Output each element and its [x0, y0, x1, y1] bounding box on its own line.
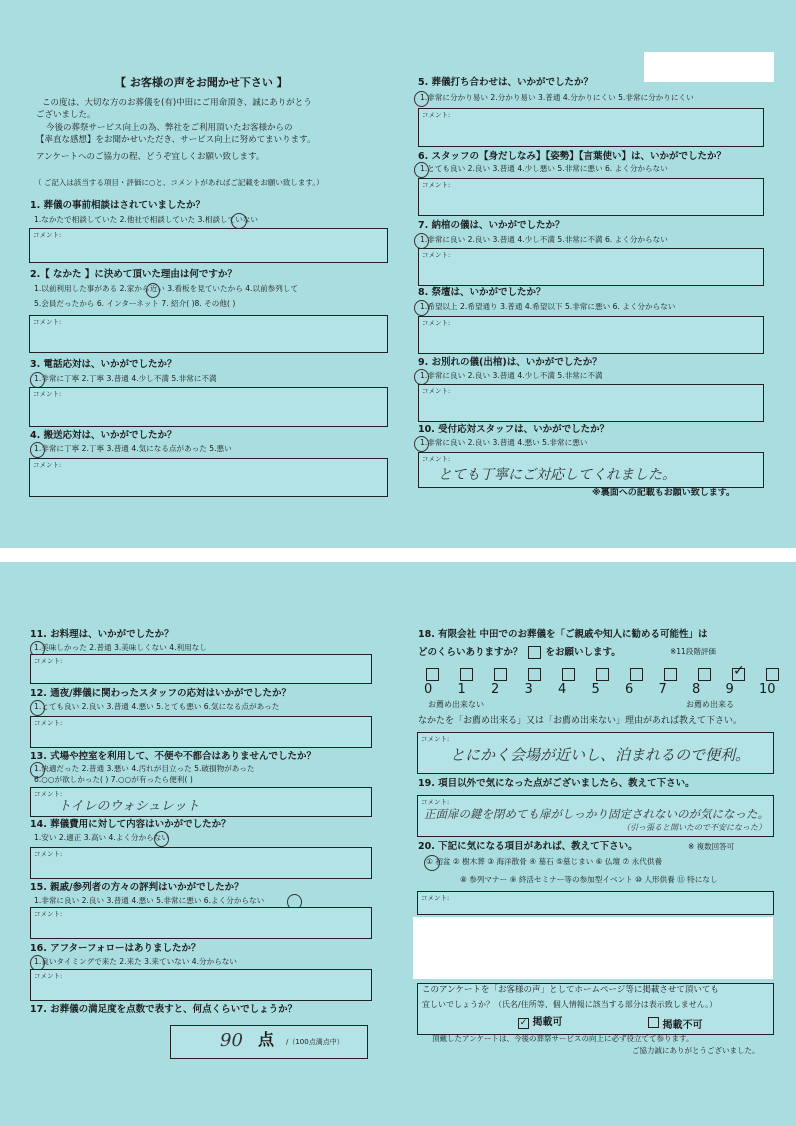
intro-line-5: アンケートへのご協力の程、どうぞ宜しくお願い致します。 [36, 152, 265, 162]
q20-comment-box[interactable]: コメント: [417, 891, 774, 915]
q13-comment-box[interactable]: コメント: [30, 787, 372, 817]
survey-title: 【 お客様の声をお聞かせ下さい 】 [115, 76, 288, 89]
intro-line-4: 【率直な感想】をお聞かせいただき、サービス向上に努めてまいります。 [36, 135, 316, 145]
q7-comment-box[interactable]: コメント: [418, 248, 764, 286]
answer-circle [30, 700, 45, 716]
answer-circle [414, 233, 429, 249]
q4-options: 1.非常に丁寧 2.丁寧 3.普通 4.気になる点があった 5.悪い [34, 444, 232, 453]
q13-title: 13. 式場や控室を利用して、不便や不都合はありませんでしたか？ [30, 751, 316, 762]
q14-title: 14. 葬儀費用に対して内容はいかがでしたか？ [30, 819, 231, 830]
q8-comment-box[interactable]: コメント: [418, 316, 764, 354]
q13-options-1: 1.快適だった 2.普通 3.悪い 4.汚れが目立った 5.破損物があった [34, 764, 255, 773]
q2-title: 2.【 なかた 】に決めて頂いた理由は何ですか？ [30, 269, 237, 280]
q2-comment-box[interactable]: コメント: [29, 315, 388, 353]
q2-options-1: 1.以前利用した事がある 2.家から近い 3.看板を見ていたから 4.以前参列して [34, 284, 299, 293]
q20-options-1: ① 初盆 ② 樹木葬 ③ 海洋散骨 ④ 墓石 ⑤墓じまい ⑥ 仏壇 ⑦ 永代供養 [426, 857, 663, 866]
q1-title: 1. 葬儀の事前相談はされていましたか？ [30, 200, 206, 211]
q13-handwritten-comment: トイレのウォシュレット [58, 799, 200, 814]
scale-checkbox-6[interactable] [630, 668, 643, 681]
answer-circle [424, 855, 440, 871]
q20-title: 20. 下記に気になる項目があれば、教えて下さい。 [418, 841, 638, 852]
q18-low-label: お薦め出来ない [428, 700, 484, 709]
q18-title-2: どのくらいありますか？ をお願いします。 [418, 647, 621, 658]
q1-comment-box[interactable]: コメント: [29, 228, 388, 263]
q12-options: 1.とても良い 2.良い 3.普通 4.悪い 5.とても悪い 6.気になる点があった [34, 702, 280, 711]
footer-line-1: 頂戴したアンケートは、今後の葬祭サービスの向上に必ず役立てて参ります。 [432, 1034, 694, 1043]
scale-checkbox-1[interactable] [460, 668, 473, 681]
scale-checkbox-4[interactable] [562, 668, 575, 681]
publish-ng-option[interactable]: 掲載不可 [648, 1017, 702, 1032]
q9-title: 9. お別れの儀(出棺)は、いかがでしたか？ [418, 357, 602, 368]
footer-line-2: ご協力誠にありがとうございました。 [632, 1046, 760, 1055]
q10-handwritten-comment: とても丁寧にご対応してくれました。 [438, 467, 676, 483]
q19-handwritten-comment-1: 正面扉の鍵を閉めても扉がしっかり固定されないのが気になった。 [424, 807, 769, 821]
scale-checkbox-5[interactable] [596, 668, 609, 681]
scale-checkbox-0[interactable] [426, 668, 439, 681]
q13-options-2: 6.○○が欲しかった( ) 7.○○が有ったら便利( ) [34, 775, 193, 784]
q10-title: 10. 受付応対スタッフは、いかがでしたか？ [418, 424, 610, 435]
q10-options: 1.非常に良い 2.良い 3.普通 4.悪い 5.非常に悪い [420, 438, 588, 447]
answer-circle [414, 91, 429, 107]
q17-score-unit: 点 [258, 1030, 275, 1049]
q16-options: 1.良いタイミングで来た 2.来た 3.来ていない 4.分からない [34, 957, 237, 966]
q1-options: 1.なかたで相談していた 2.他社で相談していた 3.相談していない [34, 215, 258, 224]
q7-title: 7. 納棺の儀は、いかがでしたか？ [418, 220, 565, 231]
q9-options: 1.非常に良い 2.良い 3.普通 4.少し不満 5.非常に不満 [420, 371, 603, 380]
intro-line-3: 今後の葬祭サービス向上の為、弊社をご利用頂いたお客様からの [46, 123, 293, 133]
q17-score-note: /（100点満点中） [286, 1038, 344, 1046]
answer-circle [154, 831, 169, 847]
q18-title-1: 18. 有限会社 中田でのお葬儀を「ご親戚や知人に勧める可能性」は [418, 629, 708, 640]
q15-title: 15. 親戚/参列者の方々の評判はいかがでしたか？ [30, 882, 244, 893]
q2-options-2: 5.会員だったから 6. インターネット 7. 紹介( )8. その他( ) [34, 299, 236, 308]
redacted-area [413, 917, 773, 979]
q4-title: 4. 搬送応対は、いかがでしたか？ [30, 430, 177, 441]
intro-line-2: ございました。 [36, 110, 96, 120]
check-mark-icon [528, 646, 541, 659]
q10-comment-box[interactable]: コメント: [418, 452, 764, 488]
q12-comment-box[interactable]: コメント: [30, 716, 372, 748]
q14-options: 1.安い 2.適正 3.高い 4.よく分からない [34, 833, 169, 842]
answer-circle [414, 300, 429, 316]
q11-comment-box[interactable]: コメント: [30, 654, 372, 684]
q17-title: 17. お葬儀の満足度を点数で表すと、何点くらいでしょうか？ [30, 1004, 298, 1015]
answer-circle [231, 213, 247, 229]
q14-comment-box[interactable]: コメント: [30, 847, 372, 879]
q5-options: 1.非常に分かり易い 2.分かり易い 3.普通 4.分かりにくい 5.非常に分かりにくい [420, 93, 694, 102]
answer-circle [30, 762, 45, 778]
check-mark-icon: ✓ [733, 663, 745, 679]
answer-circle [414, 369, 429, 385]
q3-comment-box[interactable]: コメント: [29, 387, 388, 427]
q12-title: 12. 通夜/葬儀に関わったスタッフの応対はいかがでしたか？ [30, 688, 292, 699]
q15-comment-box[interactable]: コメント: [30, 907, 372, 939]
q11-title: 11. お料理は、いかがでしたか？ [30, 629, 174, 640]
scale-checkbox-2[interactable] [494, 668, 507, 681]
scale-checkbox-7[interactable] [664, 668, 677, 681]
q18-reason-prompt: なかたを「お薦め出来る」又は「お薦め出来ない」理由があれば教えて下さい。 [418, 716, 743, 726]
q16-comment-box[interactable]: コメント: [30, 969, 372, 1001]
scale-checkbox-8[interactable] [698, 668, 711, 681]
q18-scale-note: ※11段階評価 [670, 647, 716, 656]
q5-comment-box[interactable]: コメント: [418, 108, 764, 147]
q6-title: 6. スタッフの【身だしなみ】【姿勢】【言葉使い】は、いかがでしたか？ [418, 151, 727, 162]
q4-comment-box[interactable]: コメント: [29, 458, 388, 497]
back-page-note: ※裏面への記載もお願い致します。 [592, 488, 736, 498]
q17-score-value: 90 [220, 1030, 243, 1051]
checkbox-icon [648, 1017, 659, 1028]
q11-options: 1.美味しかった 2.普通 3.美味しくない 4.利用なし [34, 643, 207, 652]
scale-checkbox-9[interactable] [732, 663, 745, 681]
q18-scale-numbers: 0 1 2 3 4 5 6 7 8 9 10 [424, 682, 776, 697]
q6-comment-box[interactable]: コメント: [418, 178, 764, 216]
q18-high-label: お薦め出来る [686, 700, 734, 709]
q8-options: 1.希望以上 2.希望通り 3.普通 4.希望以下 5.非常に悪い 6. よく分からない [420, 302, 676, 311]
q6-options: 1.とても良い 2.良い 3.普通 4.少し悪い 5.非常に悪い 6. よく分からない [420, 164, 668, 173]
check-mark-icon: ✓ [519, 1018, 528, 1028]
publish-line-2: 宜しいでしょうか？（氏名/住所等、個人情報に該当する部分は表示致しません。） [422, 1000, 718, 1009]
q16-title: 16. アフターフォローはありましたか？ [30, 943, 201, 954]
intro-line-1: この度は、大切な方のお葬儀を(有)中田にご用命頂き、誠にありがとう [42, 98, 312, 108]
q9-comment-box[interactable]: コメント: [418, 384, 764, 422]
q15-options: 1.非常に良い 2.良い 3.普通 4.悪い 5.非常に悪い 6.よく分からない [34, 896, 265, 905]
q19-handwritten-comment-2: （引っ張ると開いたので不安になった） [622, 823, 766, 832]
q18-scale-checkboxes [426, 663, 779, 681]
q5-title: 5. 葬儀打ち合わせは、いかがでしたか？ [418, 77, 594, 88]
q20-options-2: ⑧ 参列マナー ⑨ 終活セミナー等の参加型イベント ⑩ 人形供養 ⑪ 特になし [460, 875, 718, 884]
q18-comment-box[interactable]: コメント: [417, 732, 774, 774]
answer-circle [146, 283, 160, 298]
publish-ok-option[interactable]: ✓ 掲載可 [519, 1017, 563, 1028]
q18-handwritten-comment: とにかく会場が近いし、泊まれるので便利。 [450, 746, 751, 764]
q8-title: 8. 祭壇は、いかがでしたか？ [418, 287, 546, 298]
answer-circle [30, 442, 45, 458]
q7-options: 1.非常に良い 2.良い 3.普通 4.少し不満 5.非常に不満 6. よく分からない [420, 235, 668, 244]
q19-title: 19. 項目以外で気になった点がございましたら、教えて下さい。 [418, 778, 695, 789]
publish-line-1: このアンケートを「お客様の声」としてホームページ等に掲載させて頂いても [422, 985, 719, 995]
instruction-note: （ ご記入は該当する項目・評価に○と、コメントがあればご記載をお願い致します。） [34, 178, 324, 187]
answer-circle [414, 162, 429, 178]
scale-checkbox-10[interactable] [766, 668, 779, 681]
q20-multi-note: ※ 複数回答可 [688, 842, 735, 851]
q3-options: 1.非常に丁寧 2.丁寧 3.普通 4.少し不満 5.非常に不満 [34, 374, 217, 383]
answer-circle [30, 372, 45, 388]
answer-circle [414, 436, 429, 452]
q19-comment-box[interactable]: コメント: [417, 795, 774, 837]
q3-title: 3. 電話応対は、いかがでしたか？ [30, 359, 177, 370]
redacted-area [644, 52, 774, 82]
scale-checkbox-3[interactable] [528, 668, 541, 681]
